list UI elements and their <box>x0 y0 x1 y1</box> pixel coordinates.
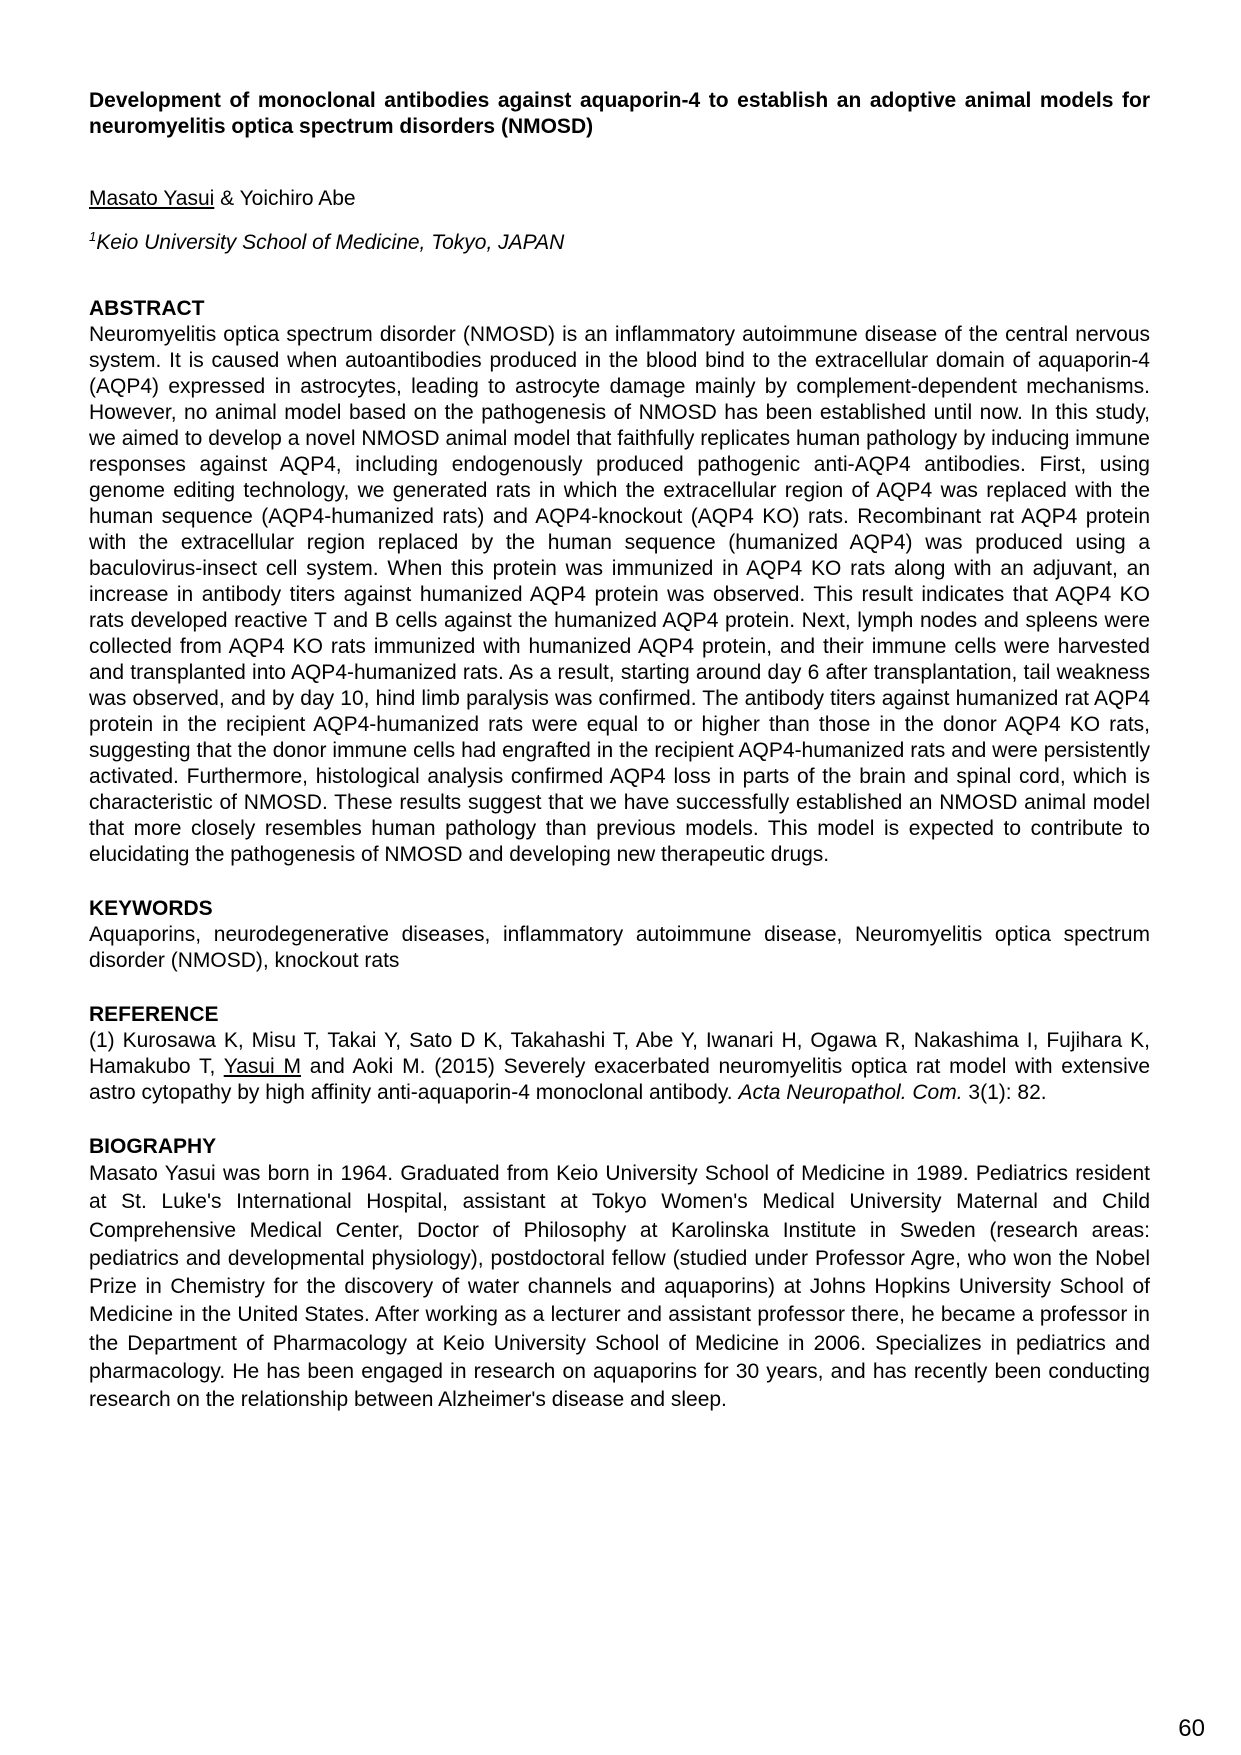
presenting-author: Masato Yasui <box>89 187 215 210</box>
reference-journal: Acta Neuropathol. Com. <box>738 1081 963 1104</box>
abstract-text: Neuromyelitis optica spectrum disorder (NMOSD) is an inflammatory autoimmune disease of the central nervous system. It is caused when autoantibodies produced in the blood bind to the extracellular domain of aquaporin-4 (AQP4) expressed in astrocytes, leading to astrocyte damage mainly by complement-dependent mechanisms. However, no animal model based on the pathogenesis of NMOSD has been established until now. In this study, we aimed to develop a novel NMOSD animal model that faithfully replicates human pathology by inducing immune responses against AQP4, including endogenously produced pathogenic anti-AQP4 antibodies. First, using genome editing technology, we generated rats in which the extracellular region of AQP4 was replaced with the human sequence (AQP4-humanized rats) and AQP4-knockout (AQP4 KO) rats. Recombinant rat AQP4 protein with the extracellular region replaced by the human sequence (humanized AQP4) was produced using a baculovirus-insect cell system. When this protein was immunized in AQP4 KO rats along with an adjuvant, an increase in antibody titers against humanized AQP4 protein was observed. This result indicates that AQP4 KO rats developed reactive T and B cells against the humanized AQP4 protein. Next, lymph nodes and spleens were collected from AQP4 KO rats immunized with humanized AQP4 protein, and their immune cells were harvested and transplanted into AQP4-humanized rats. As a result, starting around day 6 after transplantation, tail weakness was observed, and by day 10, hind limb paralysis was confirmed. The antibody titers against humanized rat AQP4 protein in the recipient AQP4-humanized rats were equal to or higher than those in the donor AQP4 KO rats, suggesting that the donor immune cells had engrafted in the recipient AQP4-humanized rats and were persistently activated. Furthermore, histological analysis confirmed AQP4 loss in parts of the brain and spinal cord, which is characteristic of NMOSD. These results suggest that we have successfully established an NMOSD animal model that more closely resembles human pathology than previous models. This model is expected to contribute to elucidating the pathogenesis of NMOSD and developing new therapeutic drugs. <box>89 323 1150 866</box>
affiliation-marker: 1 <box>89 229 97 244</box>
page-number: 60 <box>1178 1715 1205 1742</box>
reference-volume: 3(1): 82. <box>962 1081 1047 1104</box>
author-separator: & <box>214 187 240 210</box>
affiliation <box>89 230 1150 256</box>
reference-section <box>89 1002 1150 1106</box>
reference-entry <box>89 1028 1150 1106</box>
affiliation-text: Keio University School of Medicine, Tokyo, JAPAN <box>96 231 565 254</box>
coauthor: Yoichiro Abe <box>239 187 356 210</box>
reference-title: and Aoki M. (2015) Severely exacerbated neuromyelitis optica rat model with extensive astro cytopathy by high affinity anti-aquaporin-4 monoclonal antibody. <box>89 1055 1150 1104</box>
biography-text: Masato Yasui was born in 1964. Graduated from Keio University School of Medicine in 1989. Pediatrics resident at St. Luke's International Hospital, assistant at Tokyo Women's Medical University Maternal and Child Comprehensive Medical Center, Doctor of Philosophy at Karolinska Institute in Sweden (research areas: pediatrics and developmental physiology), postdoctoral fellow (studied under Professor Agre, who won the Nobel Prize in Chemistry for the discovery of water channels and aquaporins) at Johns Hopkins University School of Medicine in the United States. After working as a lecturer and assistant professor there, he became a professor in the Department of Pharmacology at Keio University School of Medicine in 2006. Specializes in pediatrics and pharmacology. He has been engaged in research on aquaporins for 30 years, and has recently been conducting research on the relationship between Alzheimer's disease and sleep. <box>89 1162 1150 1412</box>
reference-underlined-author: Yasui M <box>223 1055 301 1078</box>
abstract-heading: ABSTRACT <box>89 297 205 320</box>
abstract-section <box>89 296 1150 868</box>
biography-section <box>89 1134 1150 1415</box>
biography-heading: BIOGRAPHY <box>89 1135 217 1158</box>
paper-title: Development of monoclonal antibodies against aquaporin-4 to establish an adoptive animal models for neuromyelitis optica spectrum disorders (NMOSD) <box>89 89 1150 138</box>
author-line <box>89 186 1150 212</box>
document-page <box>89 88 1150 1415</box>
reference-authors: (1) Kurosawa K, Misu T, Takai Y, Sato D K, Takahashi T, Abe Y, Iwanari H, Ogawa R, Nakashima I, Fujihara K, Hamakubo T, <box>89 1029 1150 1078</box>
reference-heading: REFERENCE <box>89 1003 219 1026</box>
keywords-text: Aquaporins, neurodegenerative diseases, inflammatory autoimmune disease, Neuromyelitis optica spectrum disorder (NMOSD), knockout rats <box>89 923 1150 972</box>
keywords-heading: KEYWORDS <box>89 897 213 920</box>
keywords-section <box>89 896 1150 974</box>
